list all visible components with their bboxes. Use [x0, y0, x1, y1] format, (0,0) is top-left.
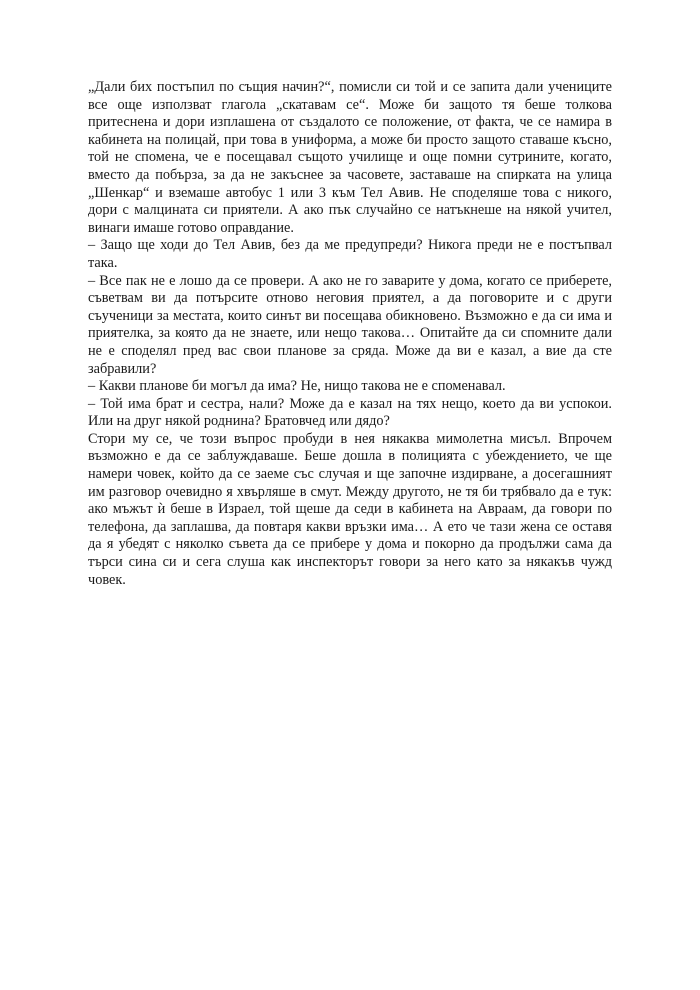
paragraph: – Все пак не е лошо да се провери. А ако не го заварите у дома, когато се приберете, съветвам ви да потърсите отново неговия приятел, а да поговорите и с други съученици за местата, които синът ви посещава обикновено. Възможно е да си има и приятелка, за която да не знаете, или нещо такова… Опитайте да си спомните дали не е споделял пред вас свои планове за сряда. Може да ви е казал, а вие да сте забравили? — [88, 272, 612, 377]
body-text — [88, 79, 612, 589]
paragraph: – Той има брат и сестра, нали? Може да е казал на тях нещо, което да ви успокои. Или на друг някой роднина? Братовчед или дядо? — [88, 395, 612, 430]
paragraph: – Какви планове би могъл да има? Не, нищо такова не е споменавал. — [88, 378, 506, 395]
paragraph: „Дали бих постъпил по същия начин?“, помисли си той и се запита дали учениците все още използват глагола „скатавам се“. Може би защото тя беше толкова притеснена и дори изплашена от създалото се положение, от факта, че се намира в кабинета на полицай, при това в униформа, а може би просто защото ставаше късно, той не спомена, че е посещавал същото училище и още помни сутрините, когато, вместо да побърза, за да не закъснее за часовете, заставаше на спирката на улица „Шенкар“ и вземаше автобус 1 или 3 към Тел Авив. Не споделяше това с никого, дори с малцината си приятели. А ако пък случайно се натъкнеше на някой учител, винаги имаше готово оправдание. — [88, 79, 612, 236]
paragraph: – Защо ще ходи до Тел Авив, без да ме предупреди? Никога преди не е постъпвал така. — [88, 237, 612, 271]
paragraph: Стори му се, че този въпрос пробуди в нея някаква мимолетна мисъл. Впрочем възможно е да се заблуждаваше. Беше дошла в полицията с убеждението, че ще намери човек, който да се заеме със случая и ще започне издирване, а досегашният им разговор очевидно я хвърляше в смут. Между другото, не тя би трябвало да е тук: ако мъжът ѝ беше в Израел, той щеше да седи в кабинета на Авраам, да говори по телефона, да заплашва, да повтаря какви връзки има… А ето че тази жена се оставя да я убедят с няколко съвета да се прибере у дома и покорно да продължи сама да търси сина си и сега слуша как инспекторът говори за него като за някакъв чужд човек. — [88, 430, 612, 588]
